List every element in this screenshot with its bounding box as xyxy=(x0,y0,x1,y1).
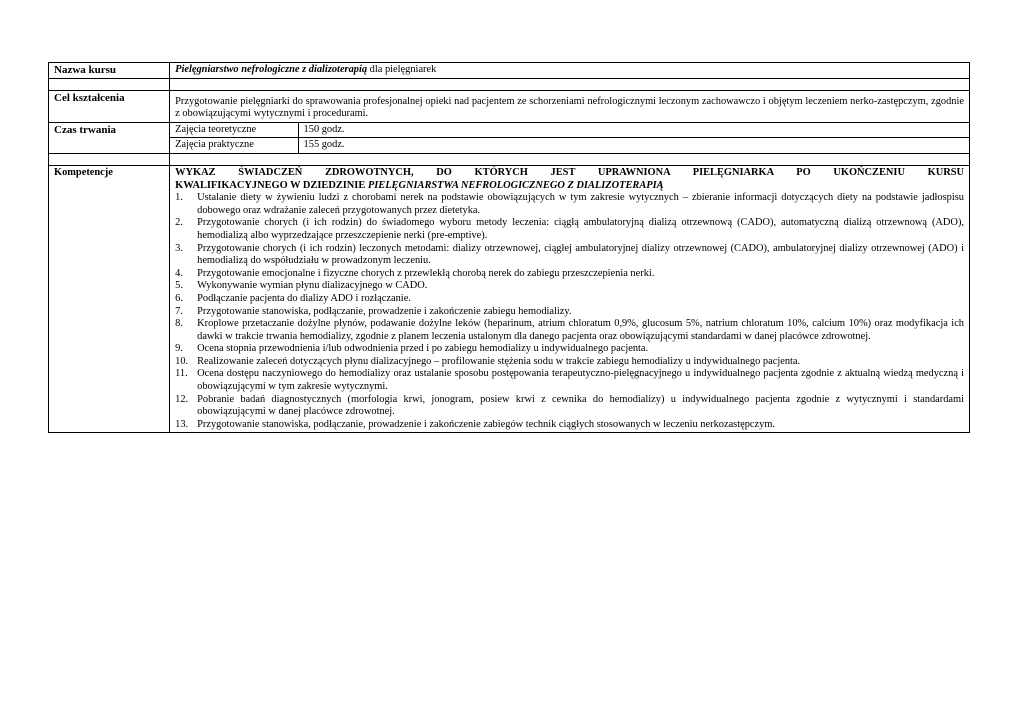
competence-text: Kroplowe przetaczanie dożylne płynów, podawanie dożylne leków (heparinum, atrium chloratum 0,9%, glucosum 5%, natrium chloratum 10%, calcium 10%) oraz modyfikacja ich dawki w trakcie trwania hemodializy, zgodnie z planem leczenia ustalonym dla danego pacjenta oraz obowiązującymi standardami w danej placówce zdrowotnej. xyxy=(197,318,964,342)
competence-item xyxy=(175,280,964,293)
competences-label: Kompetencje xyxy=(49,165,170,432)
competences-content xyxy=(170,165,970,432)
competence-text: Ocena stopnia przewodnienia i/lub odwodnienia przed i po zabiegu hemodializy u indywidualnego pacjenta. xyxy=(197,343,649,355)
spacer-row xyxy=(49,78,970,90)
competences-heading-prefix: KWALIFIKACYJNEGO W DZIEDZINIE xyxy=(175,179,368,191)
objective-text: Przygotowanie pielęgniarki do sprawowania profesjonalnej opieki nad pacjentem ze schorzeniami nefrologicznymi leczonym zachowawczo i objętym leczeniem nerko-zastępczym, zgodnie z obowiązującymi wytycznymi i procedurami. xyxy=(170,90,970,122)
competence-number: 5. xyxy=(175,280,183,292)
competence-item xyxy=(175,343,964,356)
duration-hours: 155 godz. xyxy=(298,138,969,154)
competence-item xyxy=(175,217,964,242)
competence-number: 4. xyxy=(175,267,183,279)
competence-number: 2. xyxy=(175,217,183,229)
duration-hours: 150 godz. xyxy=(298,122,969,138)
course-name-label: Nazwa kursu xyxy=(49,63,170,79)
competence-text: Przygotowanie stanowiska, podłączanie, prowadzenie i zakończenie zabiegu hemodializy. xyxy=(197,305,572,317)
course-title-suffix: dla pielęgniarek xyxy=(367,64,437,75)
competence-number: 13. xyxy=(175,418,189,430)
competence-item xyxy=(175,293,964,306)
competence-item xyxy=(175,419,964,432)
competence-number: 9. xyxy=(175,343,183,355)
competence-text: Podłączanie pacjenta do dializy ADO i rozłączanie. xyxy=(197,292,411,304)
competence-number: 6. xyxy=(175,292,183,304)
competence-text: Ocena dostępu naczyniowego do hemodializy oraz ustalanie sposobu postępowania terapeutyczno-pielęgnacyjnego u indywidualnego pacjenta zgodnie z aktualną wiedzą medyczną i obowiązującymi w tym zakresie wytycznymi. xyxy=(197,368,964,393)
competences-heading-italic: PIELĘGNIARSTWA NEFROLOGICZNEGO Z DIALIZOTERAPIĄ xyxy=(367,179,664,191)
duration-row-practice xyxy=(49,138,970,154)
competences-heading xyxy=(175,167,964,192)
competence-item xyxy=(175,243,964,268)
competence-text: Przygotowanie chorych (i ich rodzin) do świadomego wyboru metody leczenia: ciągłą ambulatoryjną dializą otrzewnową (CADO), automatyczną dializą otrzewnową (ADO), hemodializą albo wyprzedzające przeszczepienie nerki (pre-emptive). xyxy=(197,217,964,241)
competence-text: Pobranie badań diagnostycznych (morfologia krwi, jonogram, posiew krwi z cewnika do hemodializy) u indywidualnego pacjenta zgodnie z wytycznymi i standardami obowiązującymi w danej placówce zdrowotnej. xyxy=(197,393,964,418)
duration-type: Zajęcia teoretyczne xyxy=(170,122,298,138)
spacer-row xyxy=(49,153,970,165)
competence-item xyxy=(175,368,964,393)
competences-heading-line1: WYKAZ ŚWIADCZEŃ ZDROWOTNYCH, DO KTÓRYCH JEST UPRAWNIONA PIELĘGNIARKA PO UKOŃCZENIU KURSU xyxy=(175,166,964,178)
competence-text: Wykonywanie wymian płynu dializacyjnego w CADO. xyxy=(197,280,428,292)
competence-text: Realizowanie zaleceń dotyczących płynu dializacyjnego – profilowanie stężenia sodu w trakcie zabiegu hemodializy u indywidualnego pacjenta. xyxy=(197,355,801,367)
competence-number: 10. xyxy=(175,355,189,367)
duration-row-theory xyxy=(49,122,970,138)
competences-list xyxy=(175,192,964,431)
competences-row xyxy=(49,165,970,432)
objective-label: Cel kształcenia xyxy=(49,90,170,122)
competence-number: 3. xyxy=(175,242,183,254)
competence-item xyxy=(175,318,964,343)
course-table xyxy=(48,62,970,433)
course-name-value xyxy=(170,63,970,79)
duration-type: Zajęcia praktyczne xyxy=(170,138,298,154)
objective-row xyxy=(49,90,970,122)
competence-item xyxy=(175,394,964,419)
competence-number: 1. xyxy=(175,192,183,204)
duration-label: Czas trwania xyxy=(49,122,170,153)
competence-text: Przygotowanie stanowiska, podłączanie, prowadzenie i zakończenie zabiegów technik ciągłych stosowanych w leczeniu nerkozastępczym. xyxy=(197,418,776,430)
competence-text: Przygotowanie emocjonalne i fizyczne chorych z przewlekłą chorobą nerek do zabiegu przeszczepienia nerki. xyxy=(197,267,655,279)
competence-number: 12. xyxy=(175,393,189,405)
competence-item xyxy=(175,268,964,281)
competence-item xyxy=(175,306,964,319)
competence-item xyxy=(175,356,964,369)
competence-item xyxy=(175,192,964,217)
course-name-row xyxy=(49,63,970,79)
competence-text: Przygotowanie chorych (i ich rodzin) leczonych metodami: dializy otrzewnowej, ciągłej ambulatoryjnej dializy otrzewnowej (CADO), ambulatoryjnej dializy otrzewnowej (ADO) i hemodializą do współudziału w prowadzonym leczeniu. xyxy=(197,242,964,267)
competence-number: 7. xyxy=(175,305,183,317)
competence-number: 11. xyxy=(175,368,188,380)
competence-number: 8. xyxy=(175,318,183,330)
course-title: Pielęgniarstwo nefrologiczne z dializoterapią xyxy=(175,64,368,75)
competence-text: Ustalanie diety w żywieniu ludzi z chorobami nerek na podstawie obowiązujących w tym zakresie wytycznych – zbieranie informacji dotyczących diety na podstawie jadłospisu dobowego oraz wdrażanie zaleceń przygotowanych przez dietetyka. xyxy=(197,192,964,216)
